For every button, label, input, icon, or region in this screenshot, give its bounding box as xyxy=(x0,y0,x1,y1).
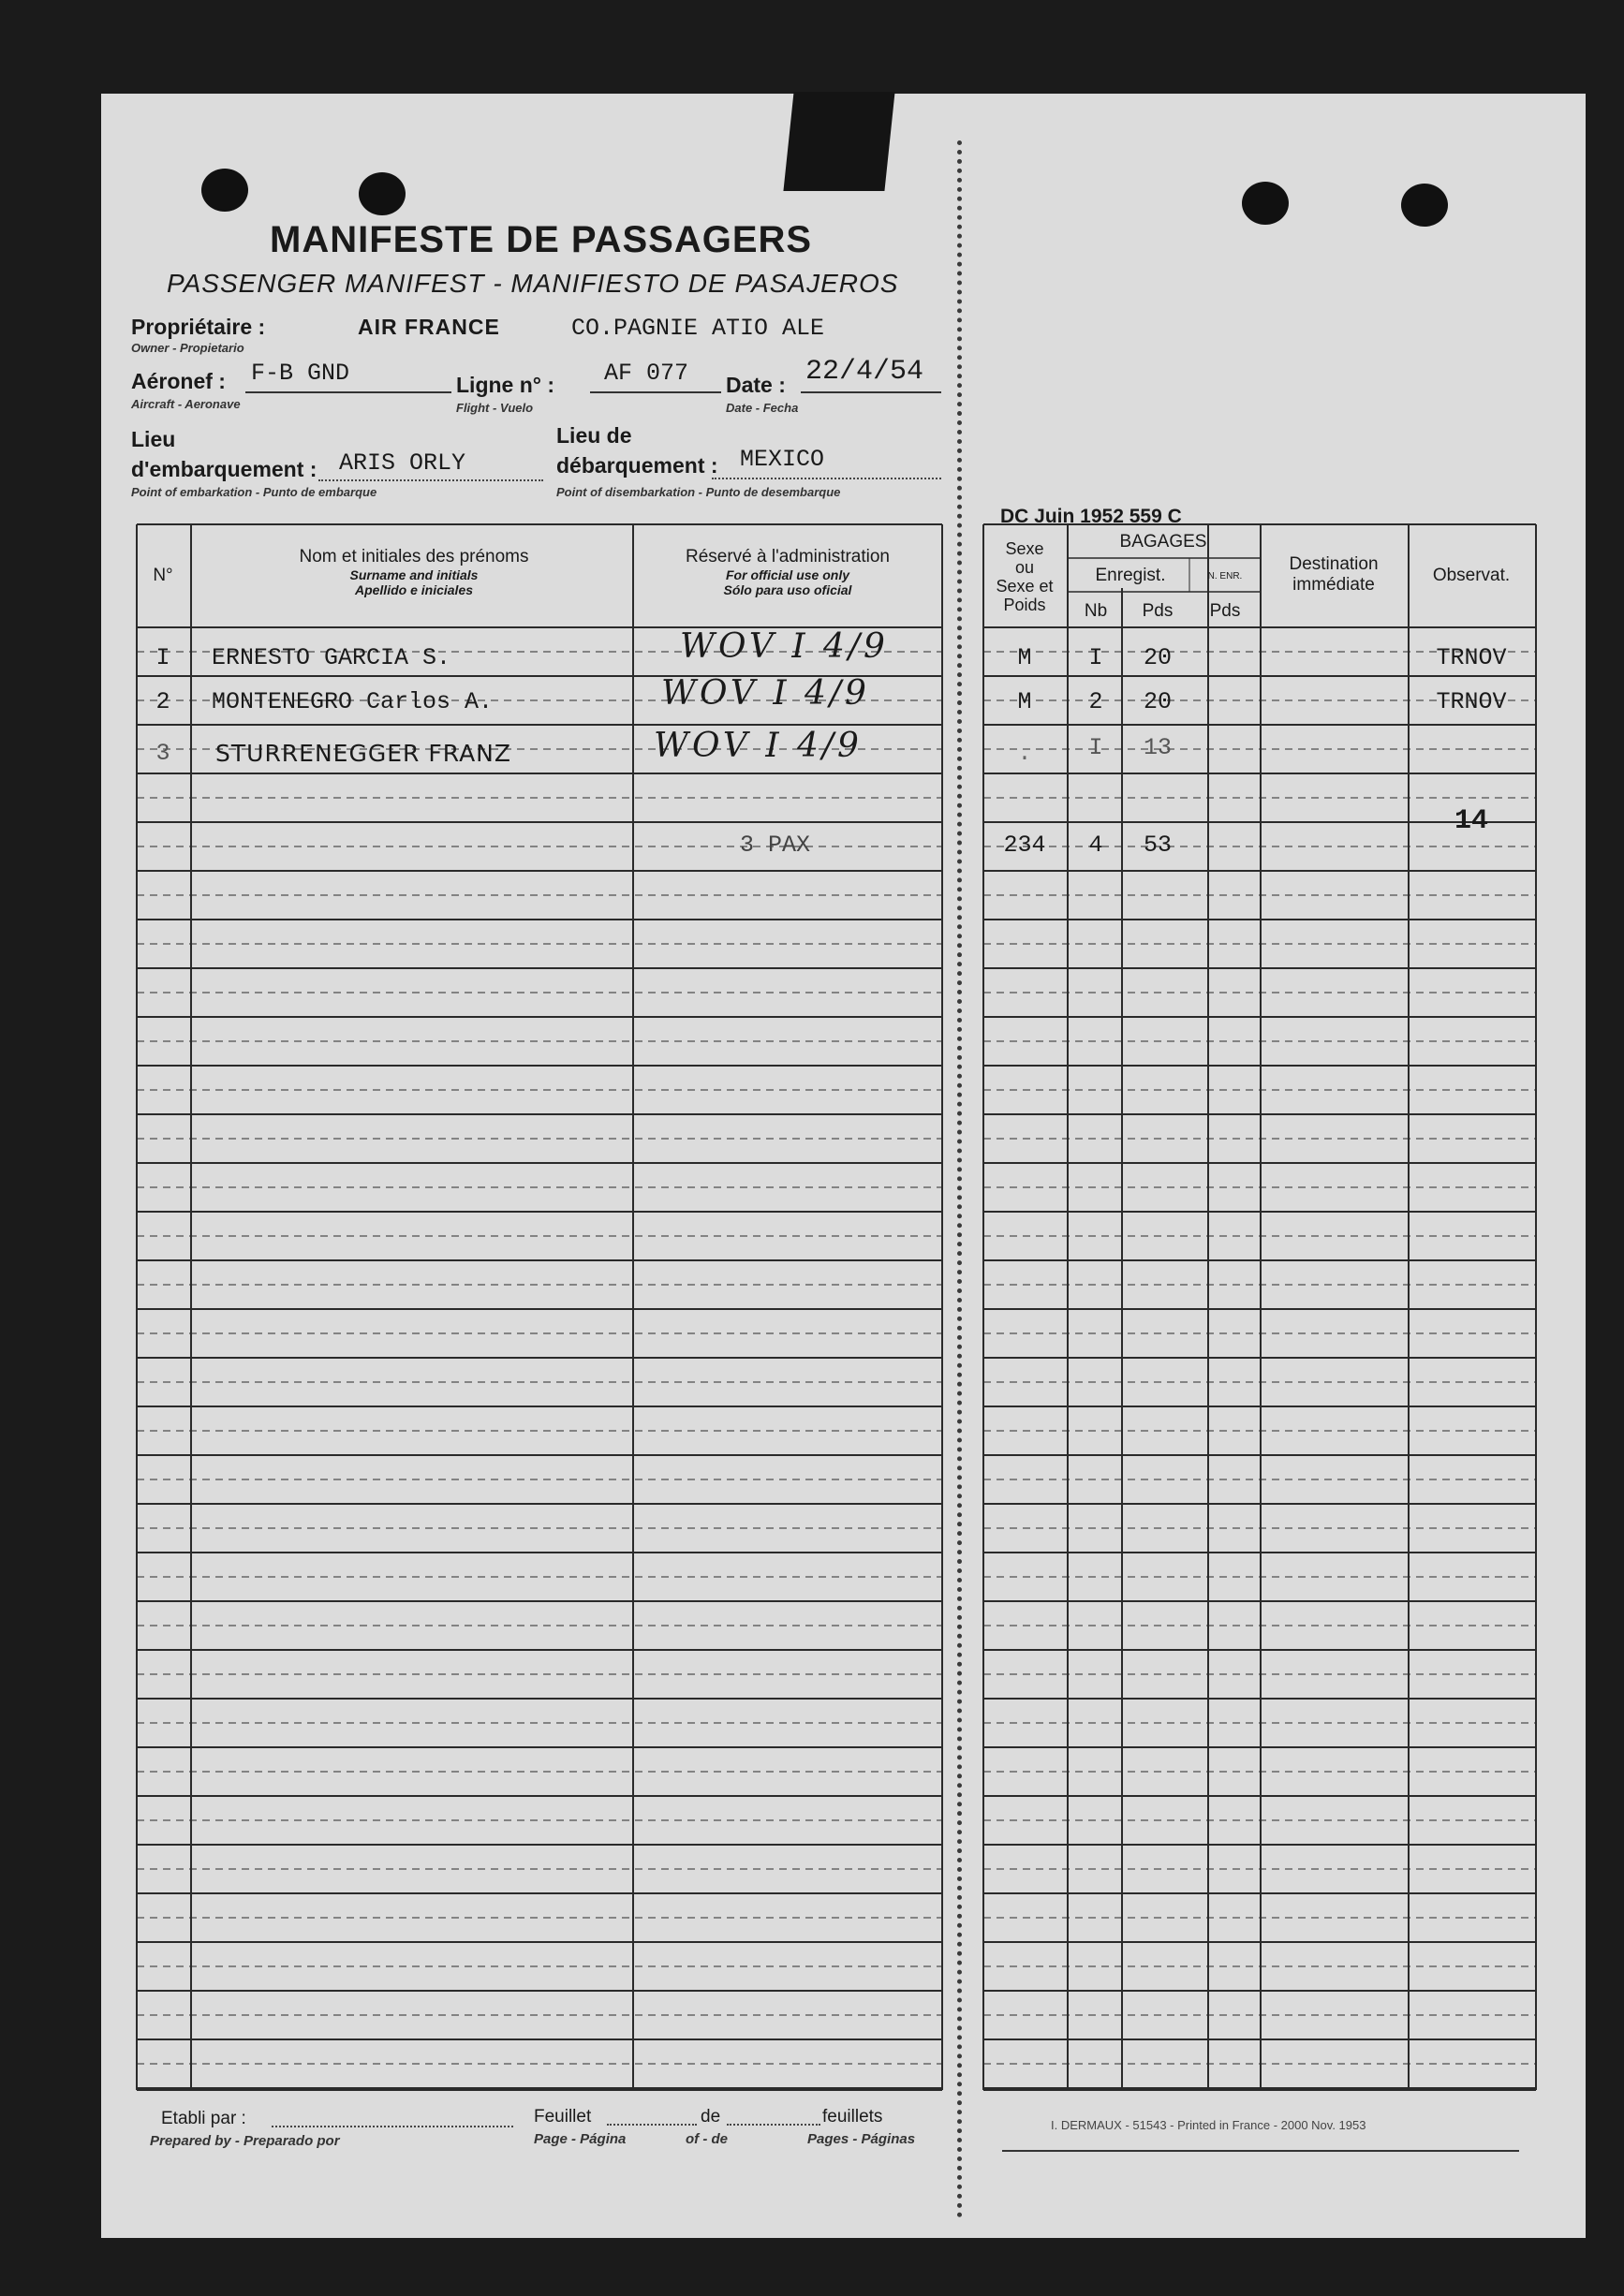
total-sex-weight: 234 xyxy=(1003,832,1046,859)
col-destination-header xyxy=(1261,554,1407,596)
of-sub: of - de xyxy=(686,2131,728,2147)
date-sub: Date - Fecha xyxy=(726,401,799,415)
total-bag-count: 4 xyxy=(1088,832,1103,859)
col-unregistered-header: N. ENR. xyxy=(1207,571,1243,581)
col-admin-label: Réservé à l'administration xyxy=(686,547,890,567)
aircraft-value: F-B GND xyxy=(251,360,350,387)
row1-pds: 20 xyxy=(1143,644,1172,671)
row1-admin: WOV I 4/9 xyxy=(680,627,889,666)
total-bag-weight: 53 xyxy=(1143,832,1172,859)
date-label: Date : xyxy=(726,373,786,397)
col-nb-header: Nb xyxy=(1084,601,1108,621)
page-title: MANIFESTE DE PASSAGERS xyxy=(270,219,813,260)
total-observ: 14 xyxy=(1454,805,1488,837)
flight-label: Ligne n° : xyxy=(456,373,555,397)
col-baggage-header: BAGAGES xyxy=(1119,532,1207,552)
sheet-label: Feuillet xyxy=(534,2107,592,2127)
col-observ-header: Observat. xyxy=(1432,566,1511,585)
row1-observ: TRNOV xyxy=(1436,644,1507,671)
owner-sub: Owner - Propietario xyxy=(131,341,244,355)
col-sex-header xyxy=(983,539,1066,614)
embark-value: ARIS ORLY xyxy=(339,449,466,477)
disembark-label-line1: Lieu de xyxy=(556,423,632,448)
row2-no: 2 xyxy=(155,688,170,715)
aircraft-sub: Aircraft - Aeronave xyxy=(131,397,241,411)
row1-name: ERNESTO GARCIA S. xyxy=(212,644,451,671)
flight-value: AF 077 xyxy=(604,360,689,387)
flight-sub: Flight - Vuelo xyxy=(456,401,534,415)
total-pax: 3 PAX xyxy=(740,832,811,859)
row2-nb: 2 xyxy=(1088,688,1103,715)
prepared-label: Etabli par : xyxy=(161,2109,246,2128)
sheets-sub: Pages - Páginas xyxy=(807,2131,916,2147)
col-name-label: Nom et initiales des prénoms xyxy=(299,547,529,567)
col-sex-line4: Poids xyxy=(1003,596,1046,614)
col-registered-header: Enregist. xyxy=(1095,566,1166,585)
row1-nb: I xyxy=(1088,644,1103,671)
owner-label: Propriétaire : xyxy=(131,315,266,339)
col-destination-line1: Destination xyxy=(1289,554,1379,574)
row3-sex: . xyxy=(1017,740,1032,767)
col-sex-line2: ou xyxy=(1014,558,1035,577)
embark-sub: Point of embarkation - Punto de embarque xyxy=(131,485,377,499)
col-name-sub2: Apellido e iniciales xyxy=(354,582,474,597)
col-pds-header: Pds xyxy=(1142,601,1174,621)
row3-nb: I xyxy=(1088,734,1103,761)
row3-name: STURRENEGGER FRANZ xyxy=(215,740,511,767)
prepared-sub: Prepared by - Preparado por xyxy=(150,2133,340,2149)
col-destination-line2: immédiate xyxy=(1292,575,1375,595)
aircraft-label: Aéronef : xyxy=(131,369,226,393)
col-admin-sub1: For official use only xyxy=(726,567,849,582)
of-label: de xyxy=(701,2107,721,2127)
page-subtitle: PASSENGER MANIFEST - MANIFIESTO DE PASAJEROS xyxy=(167,269,899,298)
row1-sex: M xyxy=(1017,644,1032,671)
disembark-value: MEXICO xyxy=(740,446,825,473)
form-code: DC Juin 1952 559 C xyxy=(1000,506,1182,527)
disembark-sub: Point of disembarkation - Punto de desembarque xyxy=(556,485,841,499)
col-admin-header xyxy=(633,547,942,597)
row2-admin: WOV I 4/9 xyxy=(661,674,870,713)
date-value: 22/4/54 xyxy=(805,356,924,388)
disembark-label-line2: débarquement : xyxy=(556,453,718,478)
row1-no: I xyxy=(155,644,170,671)
owner-typed: CO.PAGNIE ATIO ALE xyxy=(571,315,825,342)
row3-no: 3 xyxy=(155,740,170,767)
row2-sex: M xyxy=(1017,688,1032,715)
row2-pds: 20 xyxy=(1143,688,1172,715)
col-name-header xyxy=(199,547,629,597)
col-name-sub1: Surname and initials xyxy=(349,567,479,582)
printer-imprint: I. DERMAUX - 51543 - Printed in France - 2000 Nov. 1953 xyxy=(1051,2118,1366,2132)
col-unreg-pds-header: Pds xyxy=(1209,601,1241,621)
col-sex-line1: Sexe xyxy=(1005,539,1044,558)
embark-label-line2: d'embarquement : xyxy=(131,457,317,481)
row2-observ: TRNOV xyxy=(1436,688,1507,715)
sheet-sub: Page - Página xyxy=(534,2131,627,2147)
col-no-header: N° xyxy=(153,566,173,585)
owner-value: AIR FRANCE xyxy=(358,315,500,339)
row3-pds: 13 xyxy=(1143,734,1172,761)
row2-name: MONTENEGRO Carlos A. xyxy=(212,688,494,715)
embark-label-line1: Lieu xyxy=(131,427,176,451)
sheets-label: feuillets xyxy=(822,2107,883,2127)
col-admin-sub2: Sólo para uso oficial xyxy=(723,582,852,597)
row3-admin: WOV I 4/9 xyxy=(654,727,863,765)
col-sex-line3: Sexe et xyxy=(996,577,1054,596)
